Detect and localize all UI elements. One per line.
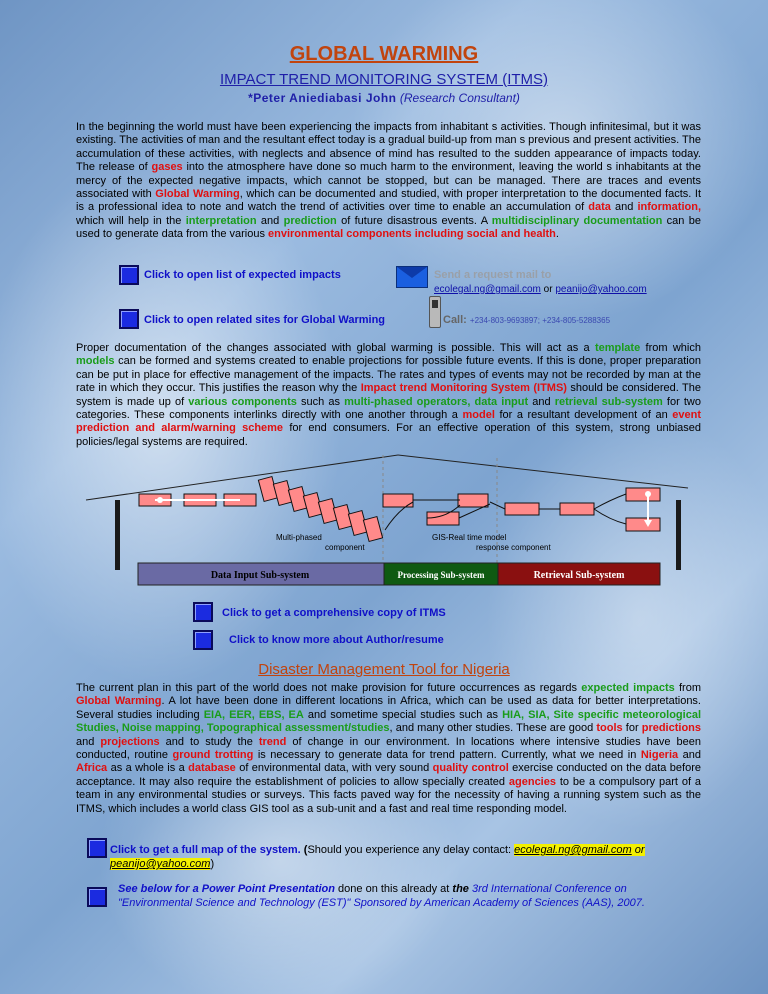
author-link[interactable]: Click to know more about Author/resume [229,634,444,646]
ppt-text: See below for a Power Point Presentation done on this already at the 3rd International Conference on "Environmental Science and Technology (EST)" Sponsored by American Academy of Sciences (AAS), 2007. [118,883,645,909]
mail-icon[interactable] [396,266,428,288]
processing-boxes [383,494,488,525]
itms-diagram [80,450,692,592]
input-node [157,497,163,503]
intro-paragraph: In the beginning the world must have been experiencing the impacts from inhabitant s activities. Though infinitesimal, but it was existing. The activities of man and the resultant effect today is a gradual build-up from man s previous and present activities. The accumulation of these activities, with neglects and absence of mind has resulted to the sudden appearance of impacts today. The release of gases into the atmosphere have done so much harm to the environment, leaving the world s inhabitants at the mercy of the expected negative impacts, which cannot be stopped, but can be managed. There are traces and events associated with Global Warming, which can be documented and studied, with proper interpretation to the documented facts. It is a professional idea to note and watch the trend of activities over time to enable an accumulation of data and information, which will help in the interpretation and prediction of future disastrous events. A multidisciplinary documentation can be used to generate data from the various environmental components including social and health. [76,121,702,241]
label-multi: Multi-phased [276,533,322,542]
ppt-link[interactable]: See below for a Power Point Presentation [118,883,335,895]
author-line [0,91,768,105]
copy-itms-link[interactable]: Click to get a comprehensive copy of ITMS [222,607,446,619]
page-title: GLOBAL WARMING [289,43,479,65]
related-sites-link[interactable]: Click to open related sites for Global Warming [144,314,386,326]
output-node [645,491,651,497]
mail-addresses: ecolegal.ng@gmail.com or peanijo@yahoo.com [434,284,647,295]
email-link-2[interactable]: peanijo@yahoo.com [555,284,647,295]
left-pillar [115,500,120,570]
full-map-button[interactable] [87,838,107,858]
bar-input-label: Data Input Sub-system [210,570,310,581]
ppt-button[interactable] [87,887,107,907]
section-heading: Disaster Management Tool for Nigeria [258,661,510,678]
footer-email-1[interactable]: ecolegal.ng@gmail.com [514,844,632,856]
label-gis: GIS-Real time model [432,533,507,542]
system-paragraph: Proper documentation of the changes associated with global warming is possible. This will act as a template from which models can be formed and systems created to enable projections for possible future events. If this is done, proper preparation can be put in place for effective management of the impacts. The rates and types of events may not be recorded by man at the rate in which they occur. This justifies the reason why the Impact trend Monitoring System (ITMS) should be considered. The system is made up of various components such as multi-phased operators, data input and retrieval sub-system for two categories. These components interlinks directly with one another through a model for a resultant development of an event prediction and alarm/warning scheme for end consumers. For an effective operation of this system, strong unbiased policies/legal systems are required. [76,342,702,448]
right-pillar [676,500,681,570]
copy-itms-button[interactable] [193,602,213,622]
label-component: component [325,543,365,552]
bar-processing-label: Processing Sub-system [397,570,485,580]
author-button[interactable] [193,630,213,650]
retrieval-boxes [505,488,660,531]
impacts-button[interactable] [119,265,139,285]
bar-retrieval-label: Retrieval Sub-system [533,570,625,581]
multi-phased-boxes [258,477,382,542]
phone-icon [429,296,441,328]
send-mail-label: Send a request mail to [434,269,552,281]
footer-email-2[interactable]: peanijo@yahoo.com [110,858,211,870]
related-sites-button[interactable] [119,309,139,329]
full-map-link[interactable]: Click to get a full map of the system. [110,844,301,856]
author-role: (Research Consultant) [399,91,520,105]
call-line [443,314,610,326]
label-response: response component [476,543,551,552]
page-subtitle: IMPACT TREND MONITORING SYSTEM (ITMS) [219,71,549,88]
phone-numbers: +234-803-9693897; +234-805-5288365 [469,316,611,325]
author-name: *Peter Aniediabasi John [248,91,397,105]
full-map-line: Click to get a full map of the system. (Should you experience any delay contact: ecolegal.ng@gmail.com or peanijo@yahoo.com) [110,844,645,870]
email-link-1[interactable]: ecolegal.ng@gmail.com [434,284,541,295]
nigeria-paragraph: The current plan in this part of the world does not make provision for future occurrences as regards expected impacts from Global Warming. A lot have been done in different locations in Africa, which can be used as data for better interpretations. Several studies including EIA, EER, EBS, EA and sometime special studies such as HIA, SIA, Site specific meteorological Studies, Noise mapping, Topographical assessment/studies, and many other studies. These are good tools for predictions and projections and to study the trend of change in our environment. In locations where intensive studies have been conducted, routine ground trotting is necessary to generate data for trend pattern. Currently, what we need in Nigeria and Africa as a whole is a database of environmental data, with very sound quality control exercise conducted on the data before acceptance. It may also require the establishment of policies to allow specially created agencies to be a compulsory part of a team in any environmental studies or surveys. This facts paved way for the necessity of having a running system such as the ITMS, which includes a world class GIS tool as a sub-unit and a fast and real time responding model. [76,682,702,815]
impacts-link[interactable]: Click to open list of expected impacts [144,269,341,281]
call-label: Call: [443,314,467,326]
